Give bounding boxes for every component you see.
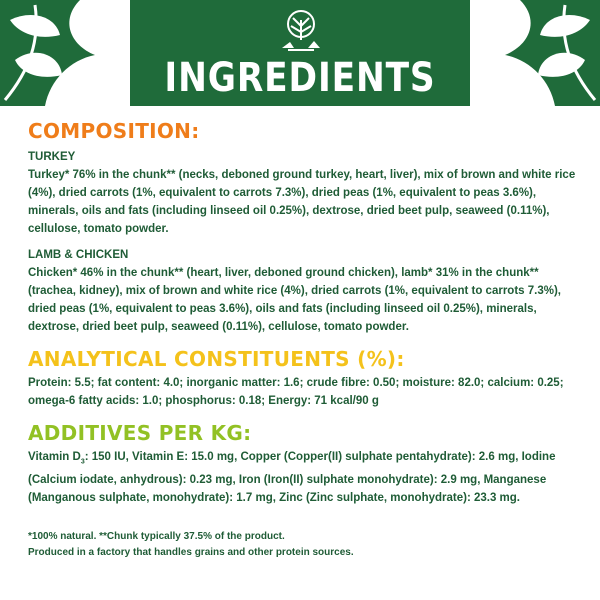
additives-heading: ADDITIVES PER KG: bbox=[28, 421, 252, 445]
lamb-chicken-subheading: LAMB & CHICKEN bbox=[28, 249, 129, 261]
tree-with-animals-logo-icon bbox=[276, 8, 326, 54]
vitamin-d-subscript: 3 bbox=[80, 458, 85, 466]
header-banner bbox=[0, 0, 600, 106]
analytical-text: Protein: 5.5; fat content: 4.0; inorganic matter: 1.6; crude fibre: 0.50; moisture: 82.0; calcium: 0.25; omega-6 fatty acids: 1.0; phosphorus: 0.18; Energy: 71 kcal/90 g bbox=[28, 377, 564, 407]
additives-section bbox=[28, 420, 580, 507]
footnotes bbox=[28, 529, 580, 561]
turkey-composition-text: Turkey* 76% in the chunk** (necks, deboned ground turkey, heart, liver), mix of brown and white rice (4%), dried carrots (1%, equivalent to carrots 7.3%), dried peas (1%, equivalent to peas 3.6%), minerals, oils and fats (including linseed oil 0.25%), dextrose, dried beet pulp, seaweed (0.11%), cellulose, tomato powder. bbox=[28, 169, 576, 235]
analytical-heading: ANALYTICAL CONSTITUENTS (%): bbox=[28, 347, 405, 371]
footnote-natural: *100% natural. **Chunk typically 37.5% of the product. bbox=[28, 531, 285, 543]
analytical-section bbox=[28, 346, 580, 410]
ingredients-content bbox=[28, 118, 580, 561]
additives-list: : 150 IU, Vitamin E: 15.0 mg, Copper (Copper(II) sulphate pentahydrate): 2.6 mg, Iodine (Calcium iodate, anhydrous): 0.23 mg, Iron (Iron(II) sulphate monohydrate): 2.9 mg, Manganese (Manganous sulphate, monohydrate): 1.7 mg, Zinc (Zinc sulphate, monohydrate): 23.3 mg. bbox=[28, 451, 556, 505]
page-title: INGREDIENTS bbox=[164, 55, 436, 101]
vitamin-d-label: Vitamin D bbox=[28, 451, 81, 463]
turkey-subheading: TURKEY bbox=[28, 151, 76, 163]
footnote-factory: Produced in a factory that handles grains and other protein sources. bbox=[28, 547, 354, 559]
composition-heading: COMPOSITION: bbox=[28, 119, 200, 143]
lamb-chicken-composition-text: Chicken* 46% in the chunk** (heart, liver, deboned ground chicken), lamb* 31% in the chunk** (trachea, kidney), mix of brown and white rice (4%), dried carrots (1%, equivalent to carrots 7.3%), dried peas (1%, equivalent to peas 3.6%), oils and fats (including linseed oil 0.25%), minerals, dextrose, dried beet pulp, seaweed (0.11%), cellulose, tomato powder. bbox=[28, 267, 561, 333]
additives-text bbox=[28, 448, 580, 507]
